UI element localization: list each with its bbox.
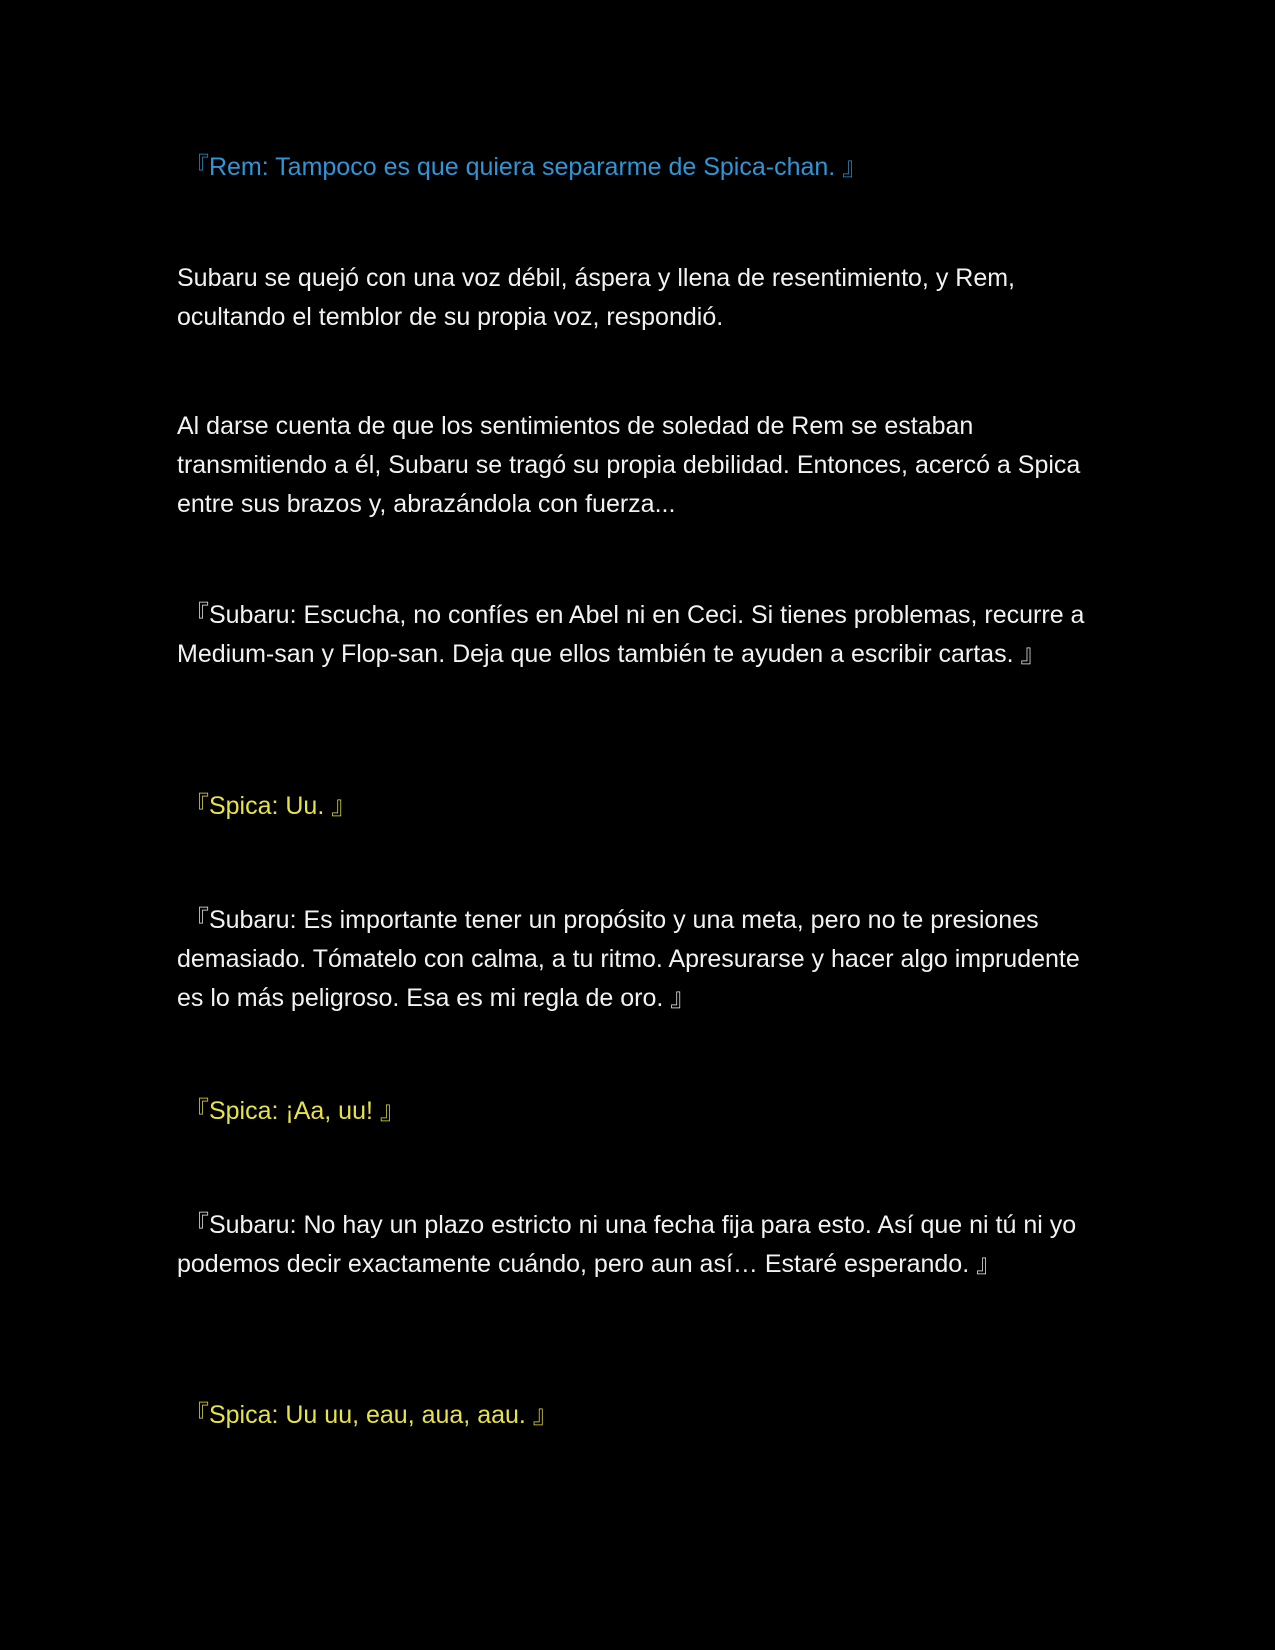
spica-dialogue-line: 『Spica: ¡Aa, uu! 』 (177, 1097, 405, 1125)
subaru-dialogue-line: 『Subaru: Escucha, no confíes en Abel ni en Ceci. Si tienes problemas, recurre a Medium-san y Flop-san. Deja que ellos también te ayuden a escribir cartas. 』 (177, 601, 1092, 668)
subaru-dialogue-line: 『Subaru: No hay un plazo estricto ni una fecha fija para esto. Así que ni tú ni yo podemos decir exactamente cuándo, pero aun así… Estaré esperando. 』 (177, 1211, 1084, 1278)
narration-paragraph: Subaru se quejó con una voz débil, áspera y llena de resentimiento, y Rem, ocultando el temblor de su propia voz, respondió. (177, 264, 1022, 331)
spica-dialogue-line: 『Spica: Uu. 』 (177, 792, 357, 820)
spica-dialogue-line: 『Spica: Uu uu, eau, aua, aau. 』 (177, 1401, 558, 1429)
narration-paragraph: Al darse cuenta de que los sentimientos de soledad de Rem se estaban transmitiendo a él, Subaru se tragó su propia debilidad. Entonces, acercó a Spica entre sus brazos y, abrazándola con fuerza... (177, 412, 1088, 518)
rem-dialogue-line: 『Rem: Tampoco es que quiera separarme de Spica-chan. 』 (177, 153, 868, 181)
subaru-dialogue-line: 『Subaru: Es importante tener un propósito y una meta, pero no te presiones demasiado. Tómatelo con calma, a tu ritmo. Apresurarse y hacer algo imprudente es lo más peligroso. Esa es mi regla de oro. 』 (177, 906, 1087, 1012)
